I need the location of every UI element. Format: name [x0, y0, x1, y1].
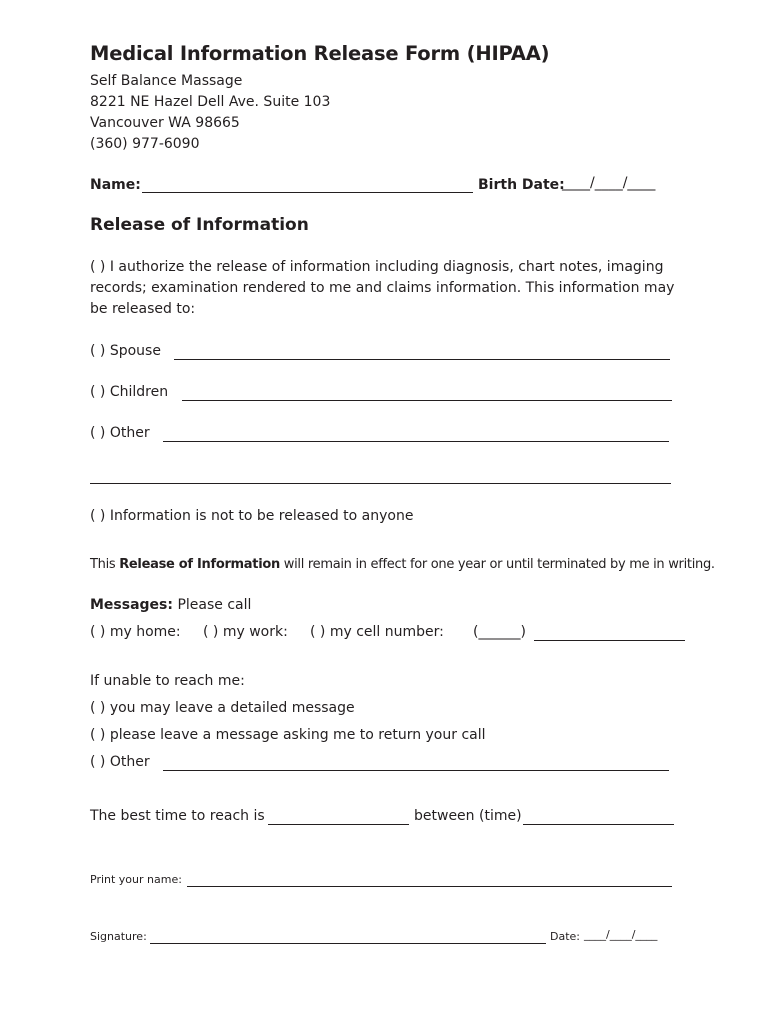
- business-street: 8221 NE Hazel Dell Ave. Suite 103: [90, 94, 331, 110]
- detailed-message-option[interactable]: ( ) you may leave a detailed message: [90, 700, 355, 716]
- birth-date-field[interactable]: ____/____/____: [562, 175, 656, 191]
- messages-please-call: Please call: [173, 597, 252, 613]
- signature-label: Signature:: [90, 930, 147, 943]
- other-field-continued[interactable]: [90, 483, 671, 484]
- children-option[interactable]: ( ) Children: [90, 384, 169, 400]
- print-name-field[interactable]: [187, 886, 672, 887]
- signature-date-field[interactable]: ____/____/____: [584, 928, 658, 941]
- home-option[interactable]: ( ) my home:: [90, 624, 181, 640]
- messages-line: [90, 597, 251, 613]
- best-time-field[interactable]: [268, 824, 409, 825]
- best-time-label: The best time to reach is: [90, 808, 265, 824]
- area-code-field[interactable]: (______): [473, 624, 526, 640]
- phone-number-field[interactable]: [534, 640, 685, 641]
- release-effect-bold: Release of Information: [119, 557, 280, 572]
- release-effect-text: [90, 557, 715, 572]
- release-heading: Release of Information: [90, 215, 309, 235]
- release-effect-pre: This: [90, 557, 120, 572]
- print-name-label: Print your name:: [90, 873, 182, 886]
- spouse-field[interactable]: [174, 359, 670, 360]
- signature-field[interactable]: [150, 943, 546, 944]
- between-time-field[interactable]: [523, 824, 674, 825]
- children-field[interactable]: [182, 400, 672, 401]
- name-label: Name:: [90, 177, 141, 193]
- spouse-option[interactable]: ( ) Spouse: [90, 343, 161, 359]
- signature-date-label: Date:: [550, 930, 580, 943]
- message-other-option[interactable]: ( ) Other: [90, 754, 150, 770]
- between-label: between (time): [414, 808, 522, 824]
- birth-date-label: Birth Date:: [478, 177, 565, 193]
- business-name: Self Balance Massage: [90, 73, 243, 89]
- not-released-option[interactable]: ( ) Information is not to be released to anyone: [90, 508, 414, 524]
- authorize-text: ( ) I authorize the release of information including diagnosis, chart notes, imaging records; examination rendered to me and claims information. This information may be released to:: [90, 259, 675, 317]
- message-other-field[interactable]: [163, 770, 669, 771]
- business-phone: (360) 977-6090: [90, 136, 200, 152]
- work-option[interactable]: ( ) my work:: [203, 624, 288, 640]
- name-field[interactable]: [142, 192, 473, 193]
- other-field[interactable]: [163, 441, 669, 442]
- other-option[interactable]: ( ) Other: [90, 425, 150, 441]
- messages-label: Messages:: [90, 597, 173, 613]
- business-city: Vancouver WA 98665: [90, 115, 240, 131]
- cell-option[interactable]: ( ) my cell number:: [310, 624, 444, 640]
- unable-heading: If unable to reach me:: [90, 673, 245, 689]
- return-call-option[interactable]: ( ) please leave a message asking me to return your call: [90, 727, 486, 743]
- release-effect-post: will remain in effect for one year or until terminated by me in writing.: [279, 557, 715, 572]
- form-title: Medical Information Release Form (HIPAA): [90, 42, 550, 65]
